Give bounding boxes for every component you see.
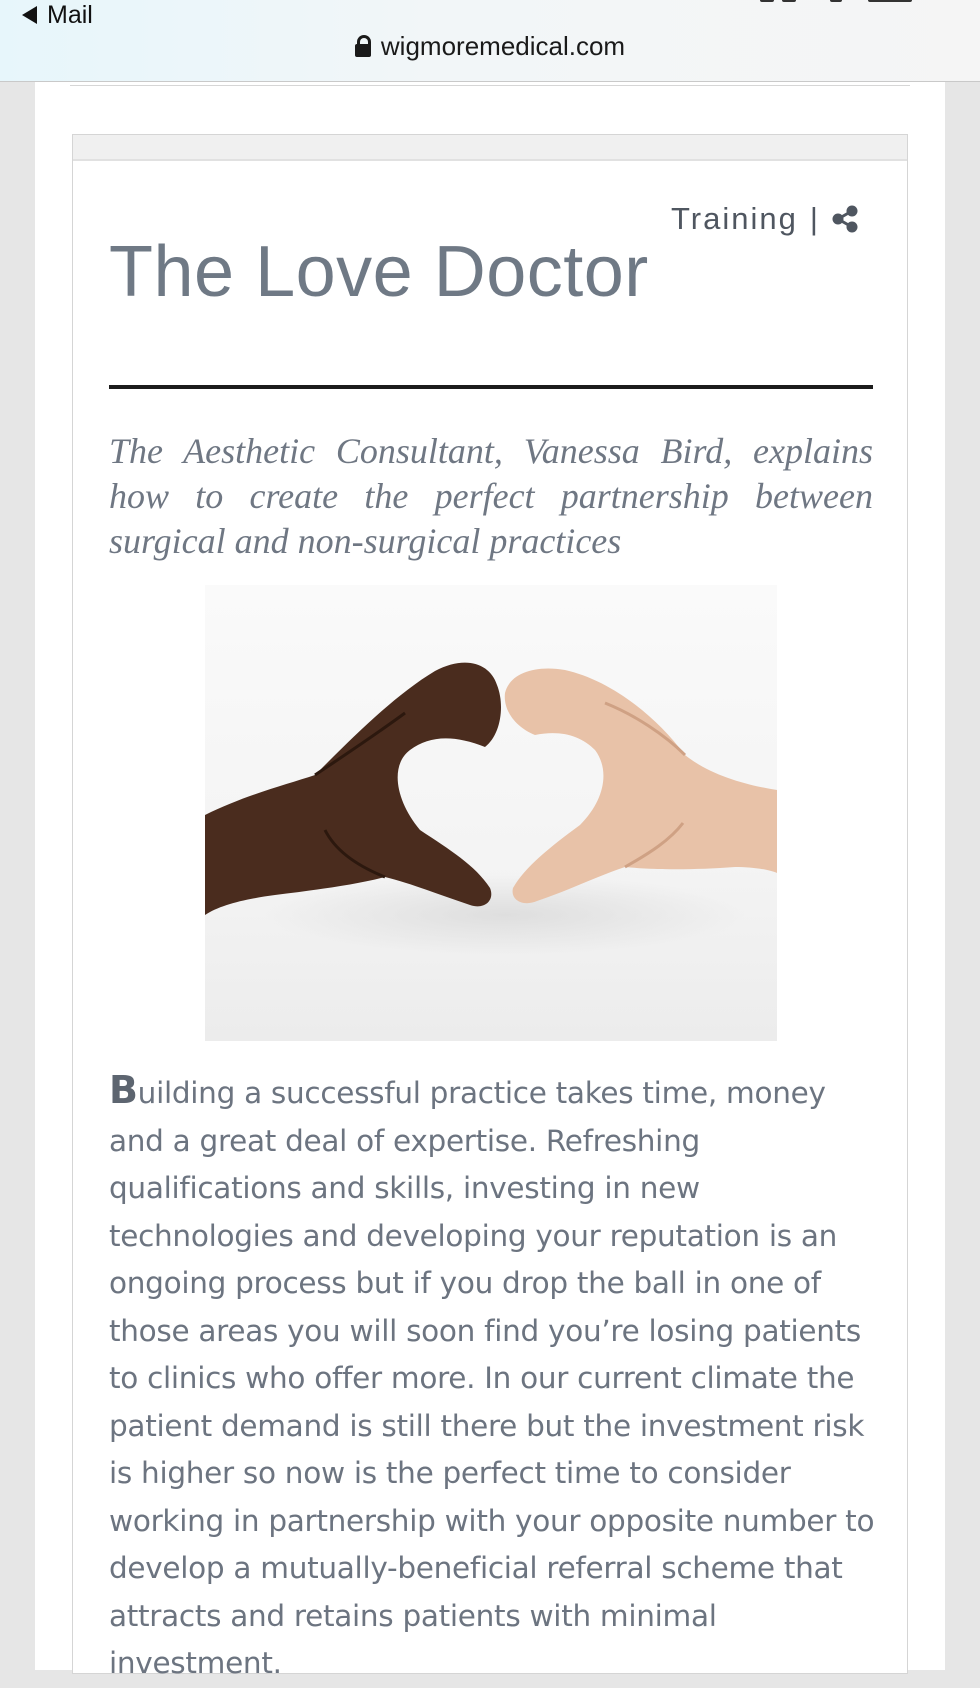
address-bar[interactable] [0,28,980,64]
article-body-text: uilding a successful practice takes time, money and a great deal of expertise. Refreshing qualifications and skills, investing in new technologies and developing your reputation is an ongoing process but if you drop the ball in one of those areas you will soon find you’re losing patients to clinics who offer more. In our current climate the patient demand is still there but the investment risk is higher so now is the perfect time to consider working in partnership with your opposite number to develop a mutually-beneficial referral scheme that attracts and retains patients with minimal investment. [109,1076,875,1680]
status-bar-icons [760,0,920,6]
article-standfirst: The Aesthetic Consultant, Vanessa Bird, explains how to create the perfect partnership between surgical and non-surgical practices [109,431,873,561]
back-label: Mail [47,0,93,29]
card-top-bar [73,135,907,161]
url-text: wigmoremedical.com [380,30,626,61]
heart-hands-illustration [205,585,777,1041]
back-to-mail-button[interactable] [22,0,93,30]
header-divider [70,85,910,86]
share-icon[interactable] [830,204,860,234]
article-title: The Love Doctor [109,232,649,312]
drop-cap: B [109,1068,138,1112]
article-card [72,134,908,1680]
heart-hands-image [205,585,777,1041]
lock-icon [355,35,371,57]
back-arrow-icon [22,6,37,24]
meta-separator: | [809,201,818,236]
article-body [109,1067,879,1688]
title-underline [109,385,873,389]
browser-top-bar [0,0,980,82]
category-link[interactable]: Training [671,201,798,236]
article-meta [671,199,860,239]
